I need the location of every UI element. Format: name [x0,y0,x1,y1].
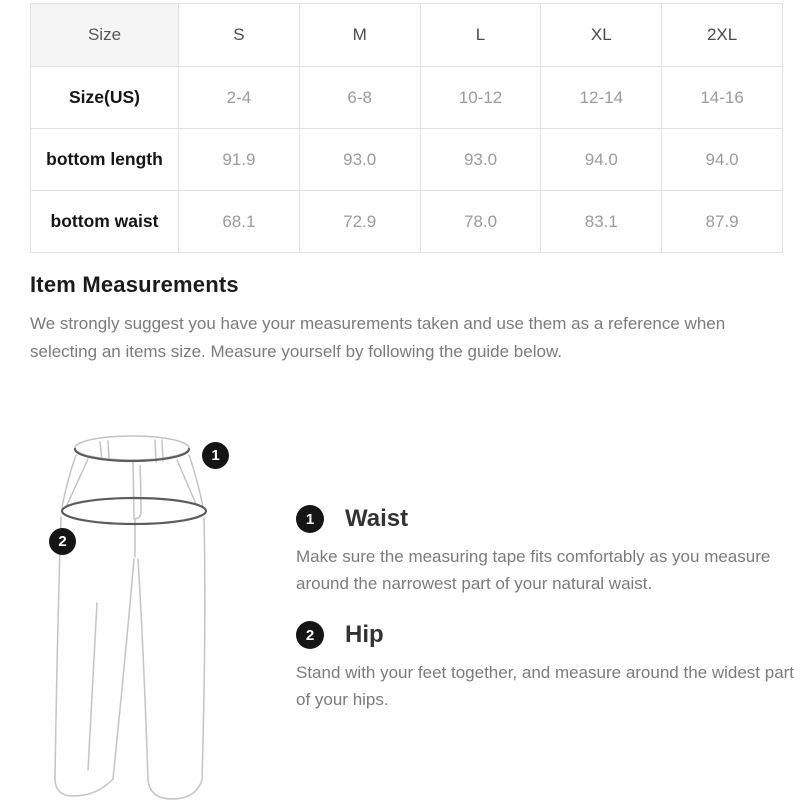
guide-hip-description: Stand with your feet together, and measure around the widest part of your hips. [296,663,795,709]
cell-value: 83.1 [541,191,662,253]
diagram-marker-2-icon [49,528,76,555]
measuring-guides [296,505,796,737]
cell-value: 72.9 [299,191,420,253]
cell-value: 94.0 [662,129,783,191]
marker-2-number: 2 [58,533,67,550]
header-m: M [299,4,420,67]
cell-value: 94.0 [541,129,662,191]
header-2xl: 2XL [662,4,783,67]
cell-value: 91.9 [179,129,300,191]
cell-value: 14-16 [662,67,783,129]
header-xl: XL [541,4,662,67]
cell-value: 2-4 [179,67,300,129]
intro-text: We strongly suggest you have your measurements taken and use them as a reference when selecting an items size. Measure yourself by following the guide below. [30,314,726,361]
cell-value: 78.0 [420,191,541,253]
row-label-bottom-waist: bottom waist [31,191,179,253]
row-label-bottom-length: bottom length [31,129,179,191]
header-l: L [420,4,541,67]
table-row [31,191,783,253]
header-s: S [179,4,300,67]
guide-hip-heading [296,621,796,649]
page-title: Item Measurements [30,272,239,297]
table-header-row [31,4,783,67]
table-row [31,67,783,129]
cell-value: 87.9 [662,191,783,253]
cell-value: 6-8 [299,67,420,129]
guide-waist-title: Waist [345,505,409,532]
header-size: Size [31,4,179,67]
cell-value: 10-12 [420,67,541,129]
number-1-badge-icon: 1 [296,505,324,533]
pants-illustration [25,410,275,800]
cell-value: 68.1 [179,191,300,253]
diagram-marker-1-icon [202,442,229,469]
guide-waist [296,505,796,597]
number-2-badge-icon: 2 [296,621,324,649]
guide-hip [296,621,796,713]
cell-value: 93.0 [420,129,541,191]
guide-waist-heading [296,505,796,533]
row-label-size-us: Size(US) [31,67,179,129]
marker-1-number: 1 [211,447,220,464]
cell-value: 93.0 [299,129,420,191]
cell-value: 12-14 [541,67,662,129]
table-row [31,129,783,191]
size-chart-table [30,3,783,253]
guide-waist-description: Make sure the measuring tape fits comfortably as you measure around the narrowest part of your natural waist. [296,547,771,593]
guide-hip-title: Hip [345,621,384,648]
